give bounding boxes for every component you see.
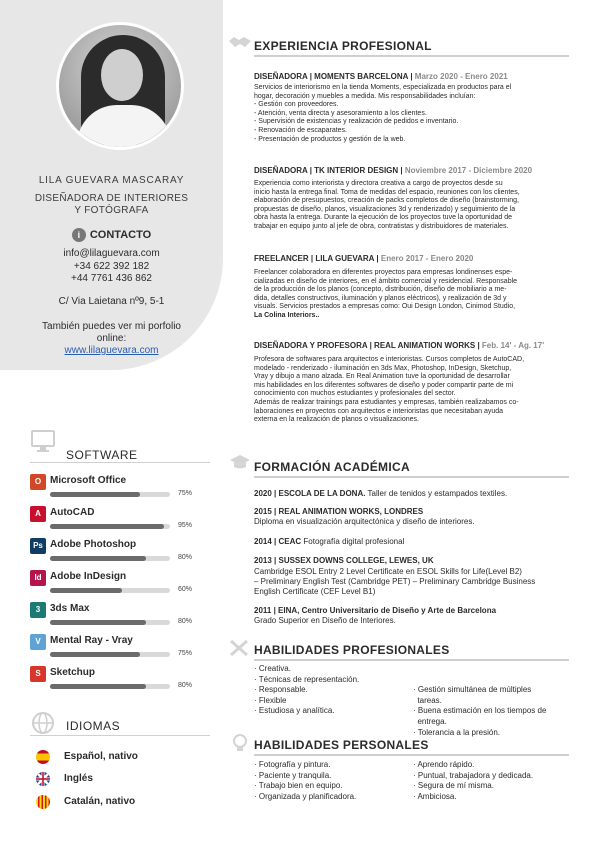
education-item-2: 2015 | REAL ANIMATION WORKS, LONDRES	[254, 507, 424, 516]
software-heading: SOFTWARE	[66, 448, 138, 462]
education-item-4-desc: Cambridge ESOL Entry 2 Level Certificate en ESOL Skills for Life(Level B2) – Preliminary English Test (Cambridge PET) – Preliminary Cambridge Business English Certificate (CEF Level B1)	[254, 567, 536, 596]
software-label: AutoCAD	[50, 507, 95, 518]
skill-bar-fill	[50, 556, 146, 561]
skill-bar-fill	[50, 492, 140, 497]
languages-heading: IDIOMAS	[66, 719, 121, 733]
contact-address: C/ Via Laietana nº9, 5-1	[58, 296, 165, 307]
job-title-3: FREELANCER | LILA GUEVARA | Enero 2017 - Enero 2020	[254, 254, 474, 263]
profile-name: LILA GUEVARA MASCARAY	[38, 175, 185, 186]
skill-bar-fill	[50, 684, 146, 689]
portfolio-link[interactable]: www.lilaguevara.com	[64, 345, 159, 356]
contact-heading	[0, 228, 223, 242]
portfolio-text-line2: online:	[96, 333, 127, 344]
contact-phone-2: +44 7761 436 862	[71, 273, 152, 284]
contact-phone-1: +34 622 392 182	[73, 261, 150, 272]
software-label: 3ds Max	[50, 603, 90, 614]
software-item	[30, 666, 193, 698]
skill-bar-track	[50, 588, 170, 593]
software-logo-icon: A	[30, 506, 46, 522]
portfolio-link-wrap	[0, 345, 223, 356]
software-item	[30, 506, 193, 538]
portfolio-text-line1: También puedes ver mi porfolio	[42, 321, 181, 332]
spain-flag-icon	[36, 750, 50, 764]
uk-flag-icon	[36, 772, 50, 786]
languages-divider	[30, 735, 210, 736]
skill-percent: 75%	[178, 490, 193, 497]
software-item	[30, 538, 193, 570]
skill-percent: 75%	[178, 650, 193, 657]
skill-percent: 80%	[178, 554, 193, 561]
personal-skills-col1: · Fotografía y pintura. · Paciente y tranquila. · Trabajo bien en equipo. · Organizada y planificadora.	[254, 760, 357, 801]
job-title-2: DISEÑADORA | TK INTERIOR DESIGN | Noviembre 2017 - Diciembre 2020	[254, 166, 533, 175]
catalonia-flag-icon	[36, 795, 50, 809]
education-item-5: 2011 | EINA, Centro Universitario de Diseño y Arte de Barcelona	[254, 606, 497, 615]
skill-bar-track	[50, 652, 170, 657]
photo-face	[101, 49, 143, 101]
job-date: Feb. 14' - Ag. 17'	[481, 341, 545, 350]
profile-title-line1: DISEÑADORA DE INTERIORES	[34, 193, 189, 204]
software-label: Sketchup	[50, 667, 96, 678]
education-item-1: 2020 | ESCOLA DE LA DONA. Taller de tenidos y estampados textiles.	[254, 489, 508, 498]
skill-bar-track	[50, 556, 170, 561]
software-label: Mental Ray - Vray	[50, 635, 133, 646]
personal-skills-col2: · Aprendo rápido. · Puntual, trabajadora y dedicada. · Segura de mí misma. · Ambiciosa.	[413, 760, 534, 801]
personal-skills-heading: HABILIDADES PERSONALES	[254, 738, 429, 752]
software-label: Microsoft Office	[50, 475, 127, 486]
software-label: Adobe Photoshop	[50, 539, 137, 550]
skill-bar-track	[50, 620, 170, 625]
education-item-4: 2013 | SUSSEX DOWNS COLLEGE, LEWES, UK	[254, 556, 434, 565]
job-description-3: Freelancer colaboradora en diferentes proyectos para empresas londinenses espe- cializadas en diseño de interiores, en el ámbito comercial y residencial. Responsable de la producción de los planos (concepto, distribución, diseño de mobiliario a me- dida, detalles constructivos, iluminación y planos eléctricos), y realización de 3d y visuals. Servicios prestados a empresas como: Oui Design London, Cinimod Studio, La Colina Interiors..	[254, 269, 518, 319]
profile-photo	[56, 22, 184, 150]
software-item	[30, 602, 193, 634]
job-date: Marzo 2020 - Enero 2021	[414, 72, 508, 81]
skill-bar-track	[50, 524, 170, 529]
profile-title-line2: Y FOTÓGRAFA	[74, 205, 149, 216]
software-logo-icon: S	[30, 666, 46, 682]
software-logo-icon: Id	[30, 570, 46, 586]
language-label: Catalán, nativo	[64, 796, 136, 807]
job-title-1: DISEÑADORA | MOMENTS BARCELONA | Marzo 2020 - Enero 2021	[254, 72, 508, 81]
software-logo-icon: V	[30, 634, 46, 650]
contact-heading-label: CONTACTO	[89, 228, 152, 241]
job-date: Noviembre 2017 - Diciembre 2020	[404, 166, 533, 175]
skill-bar-fill	[50, 652, 140, 657]
software-item	[30, 634, 193, 666]
handshake-icon	[228, 33, 252, 51]
language-label: Inglés	[64, 773, 93, 784]
experience-divider	[254, 55, 569, 57]
job-description-4: Profesora de softwares para arquitectos e interioristas. Cursos completos de AutoCAD, modelado - renderizado - iluminación en 3ds Max, Photoshop, InDesign, Sketchup, Vray y dibujo a mano alzada. En Real Animation tuve la oportunidad de desarrollar mis habilidades en los diferentes softwares de diseño y poder compartir parte de mi conocimiento con muchos estudiantes y profesionales del sector. Además de realizar trainings para estudiantes y empresas, también realizabamos co- laboraciones en proyectos con arquitectos e interioristas que necesitaban ayuda externa en la realización de planos o visualizaciones.	[254, 356, 525, 424]
skill-bar-track	[50, 492, 170, 497]
professional-skills-col2: · Gestión simultánea de múltiples tareas. · Buena estimación en los tiempos de entrega. · Tolerancia a la presión.	[413, 685, 547, 737]
software-logo-icon: Ps	[30, 538, 46, 554]
job-description-2: Experiencia como interiorista y directora creativa a cargo de proyectos desde su inicio hasta la entrega final. Toma de medidas del espacio, reuniones con los clientes, elaboración de presupuestos, creación de packs completos de diseño (brainstorming, propuestas de diseño, planos, visualizaciones 3d y renderizado) y seguimiento de la obra hasta la entrega. Durante la ejecución de los proyectos tuve la oportunidad de trabajar en equipo junto al jefe de obra, contratistas y distribuidores de materiales.	[254, 180, 520, 230]
experience-heading: EXPERIENCIA PROFESIONAL	[254, 39, 432, 53]
education-divider	[254, 476, 569, 478]
monitor-icon	[30, 428, 56, 454]
graduation-cap-icon	[228, 453, 252, 471]
skill-percent: 80%	[178, 618, 193, 625]
job-description-1: Servicios de interiorismo en la tienda Moments, especializada en productos para el hogar, decoración y muebles a medida. Mis responsabilidades incluían: - Gestión con proveedores. - Atención, venta directa y asesoramiento a los clientes. - Supervisión de existencias y realización de pedidos e inventario. - Renovación de escaparates. - Presentación de productos y gestión de la web.	[254, 84, 512, 143]
personal-skills-divider	[254, 754, 569, 756]
info-icon: i	[72, 228, 86, 242]
software-logo-icon: O	[30, 474, 46, 490]
lightbulb-icon	[228, 734, 252, 752]
education-item-3: 2014 | CEAC Fotografía digital profesional	[254, 537, 405, 546]
education-item-5-desc: Grado Superior en Diseño de Interiores.	[254, 616, 396, 625]
software-label: Adobe InDesign	[50, 571, 127, 582]
software-divider	[30, 462, 210, 463]
professional-skills-heading: HABILIDADES PROFESIONALES	[254, 643, 450, 657]
job-title-4: DISEÑADORA Y PROFESORA | REAL ANIMATION WORKS | Feb. 14' - Ag. 17'	[254, 341, 545, 350]
skill-bar-fill	[50, 524, 164, 529]
professional-skills-col1: · Creativa. · Técnicas de representación. · Responsable. · Flexible · Estudiosa y analítica.	[254, 664, 360, 716]
software-logo-icon: 3	[30, 602, 46, 618]
skill-percent: 80%	[178, 682, 193, 689]
job-date: Enero 2017 - Enero 2020	[380, 254, 474, 263]
globe-icon	[30, 710, 56, 736]
education-item-2-desc: Diploma en visualización arquitectónica y diseño de interiores.	[254, 517, 475, 526]
skill-bar-track	[50, 684, 170, 689]
skill-bar-fill	[50, 588, 122, 593]
contact-email[interactable]: info@lilaguevara.com	[63, 248, 160, 259]
education-heading: FORMACIÓN ACADÉMICA	[254, 460, 410, 474]
software-item	[30, 474, 193, 506]
skill-percent: 60%	[178, 586, 193, 593]
language-label: Español, nativo	[64, 751, 138, 762]
professional-skills-divider	[254, 659, 569, 661]
skill-percent: 95%	[178, 522, 193, 529]
skill-bar-fill	[50, 620, 146, 625]
software-item	[30, 570, 193, 602]
tools-icon	[228, 639, 252, 657]
